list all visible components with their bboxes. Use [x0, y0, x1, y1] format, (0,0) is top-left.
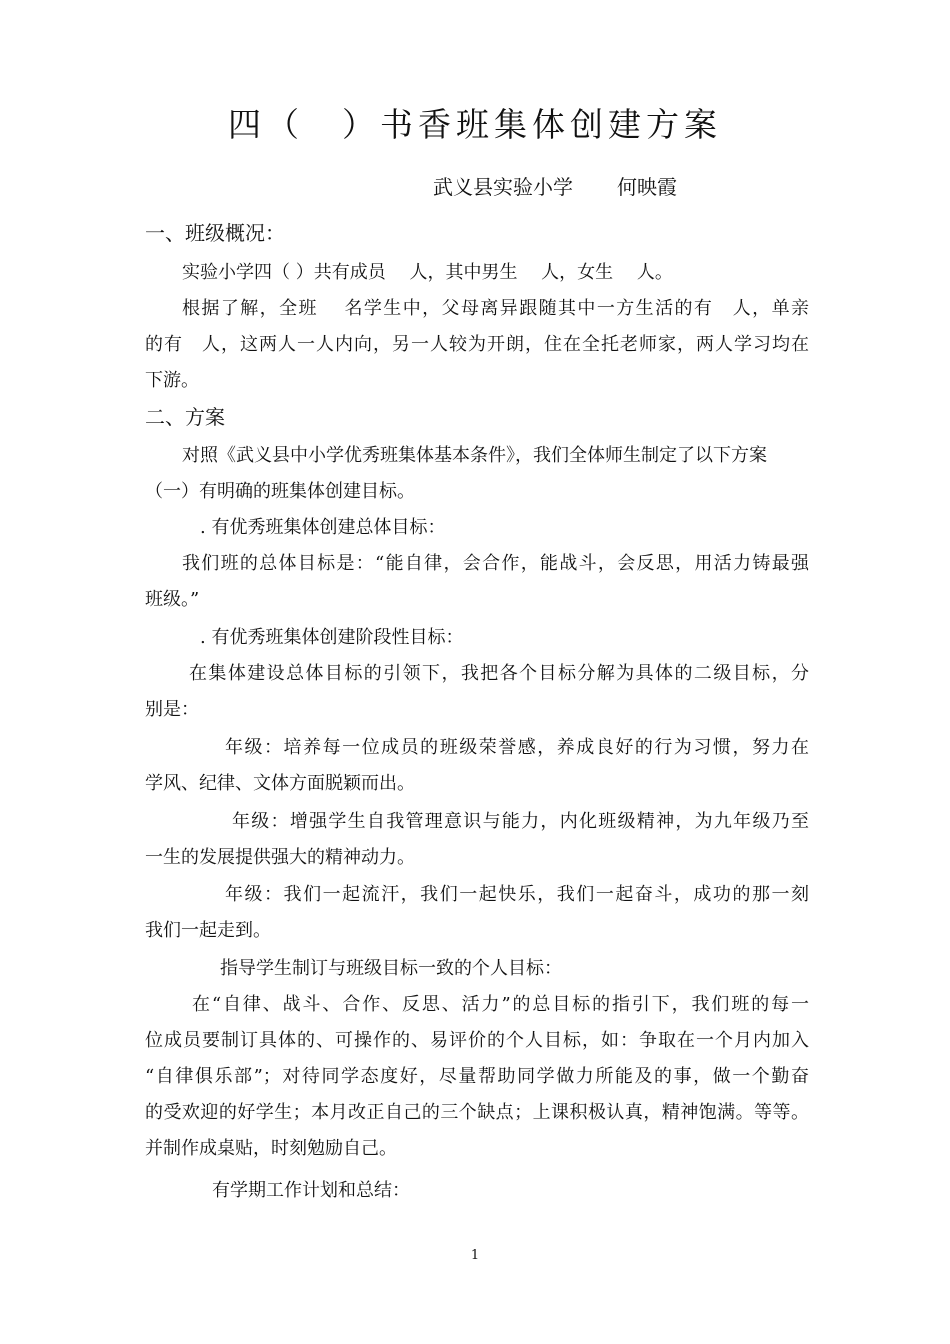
paragraph-line: 一生的发展提供强大的精神动力。 [145, 847, 415, 868]
paragraph-line: 学风、纪律、文体方面脱颖而出。 [145, 773, 415, 794]
guide-title: 指导学生制订与班级目标一致的个人目标： [220, 958, 562, 979]
paragraph-line: 下游。 [145, 370, 199, 391]
overall-goal-paragraph [145, 546, 809, 618]
section-heading-plan: 二、方案 [145, 405, 225, 429]
paragraph-line: 年级：我们一起流汗，我们一起快乐，我们一起奋斗，成功的那一刻 [225, 884, 809, 905]
guide-paragraph [145, 987, 809, 1167]
grade-goal-b [145, 804, 809, 876]
author-name: 何映霞 [617, 175, 677, 199]
section-heading-overview: 一、班级概况： [145, 221, 285, 245]
grade-goal-c [145, 877, 809, 949]
item-stage-goal-title: . 有优秀班集体创建阶段性目标： [200, 627, 464, 648]
page-number: 1 [470, 1248, 480, 1263]
plan-intro: 对照《武义县中小学优秀班集体基本条件》，我们全体师生制定了以下方案 [182, 445, 767, 466]
sub-heading-goals: （一）有明确的班集体创建目标。 [145, 481, 415, 502]
paragraph-line: 并制作成桌贴，时刻勉励自己。 [145, 1138, 397, 1159]
plan-summary-title: 有学期工作计划和总结： [212, 1180, 410, 1201]
paragraph-line: 我们一起走到。 [145, 920, 271, 941]
author-school: 武义县实验小学 [433, 175, 573, 199]
class-overview-line: 实验小学四（ ）共有成员 人，其中男生 人，女生 人。 [182, 262, 673, 283]
paragraph-line: 年级：增强学生自我管理意识与能力，内化班级精神，为九年级乃至 [232, 811, 809, 832]
paragraph-line: 位成员要制订具体的、可操作的、易评价的个人目标，如：争取在一个月内加入 [145, 1030, 809, 1051]
document-title: 四（ ）书香班集体创建方案 [228, 105, 722, 144]
paragraph-line: 的有 人，这两人一人内向，另一人较为开朗，住在全托老师家，两人学习均在 [145, 334, 809, 355]
paragraph-line: 在“自律、战斗、合作、反思、活力”的总目标的指引下，我们班的每一 [192, 994, 809, 1015]
paragraph-line: 年级：培养每一位成员的班级荣誉感，养成良好的行为习惯，努力在 [225, 737, 809, 758]
paragraph-line: 根据了解，全班 名学生中，父母离异跟随其中一方生活的有 人，单亲 [182, 298, 809, 319]
paragraph-line: 我们班的总体目标是：“能自律，会合作，能战斗，会反思，用活力铸最强 [182, 553, 809, 574]
stage-goal-paragraph [145, 656, 809, 728]
grade-goal-a [145, 730, 809, 802]
paragraph-line: “自律俱乐部”；对待同学态度好，尽量帮助同学做力所能及的事，做一个勤奋 [145, 1066, 809, 1087]
paragraph-line: 班级。” [145, 589, 200, 610]
paragraph-line: 别是： [145, 699, 199, 720]
class-overview-paragraph [145, 291, 809, 399]
author-line [433, 172, 677, 202]
item-overall-goal-title: . 有优秀班集体创建总体目标： [200, 517, 446, 538]
paragraph-line: 在集体建设总体目标的引领下，我把各个目标分解为具体的二级目标，分 [189, 663, 809, 684]
paragraph-line: 的受欢迎的好学生；本月改正自己的三个缺点；上课积极认真，精神饱满。等等。 [145, 1102, 809, 1123]
